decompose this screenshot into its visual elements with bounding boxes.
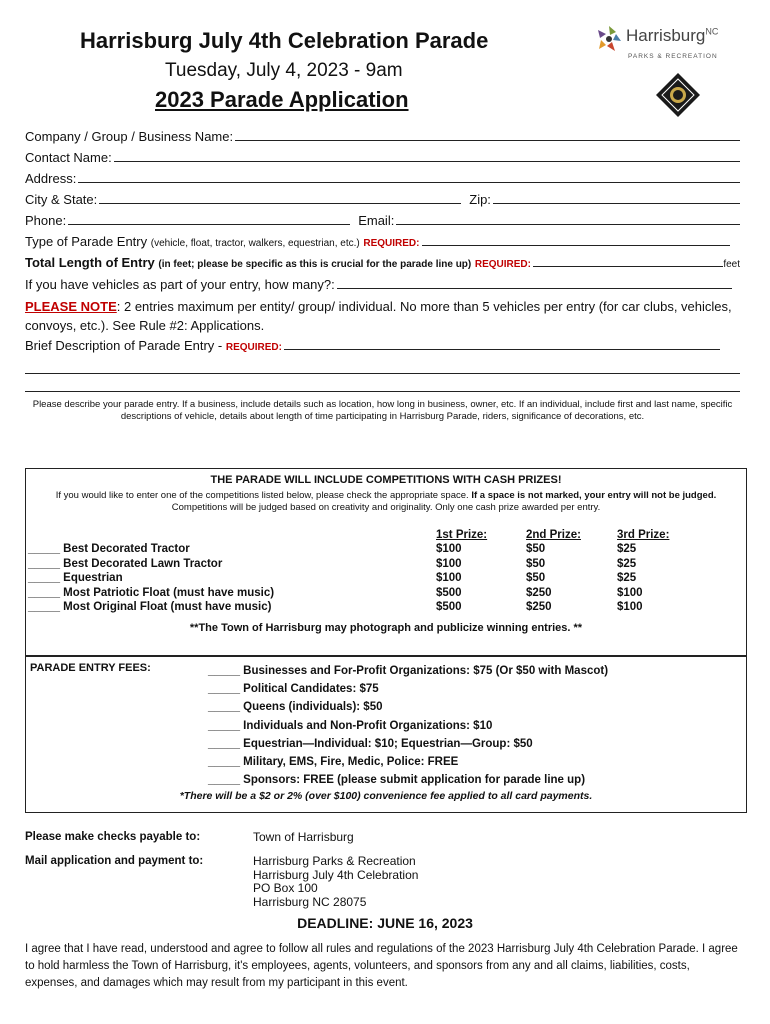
first-prize-header: 1st Prize: bbox=[436, 529, 488, 541]
required-tag: REQUIRED bbox=[225, 342, 279, 353]
phone-email-field[interactable] bbox=[25, 210, 740, 231]
fee-option[interactable]: _____ Individuals and Non-Profit Organizations: $10 bbox=[208, 719, 493, 732]
contact-input[interactable] bbox=[114, 148, 740, 162]
fee-option[interactable]: _____ Equestrian—Individual: $10; Equestrian—Group: $50 bbox=[208, 737, 533, 750]
entry-fees-list bbox=[208, 662, 608, 789]
mail-label: Mail application and payment to: bbox=[25, 855, 204, 867]
company-input[interactable] bbox=[235, 127, 740, 141]
fee-option[interactable]: _____ Military, EMS, Fire, Medic, Police: FREE bbox=[208, 756, 459, 769]
application-title: 2023 Parade Application bbox=[155, 87, 409, 112]
event-date: Tuesday, July 4, 2023 - 9am bbox=[165, 60, 403, 81]
logo-subtitle: PARKS & RECREATION bbox=[628, 53, 718, 60]
feet-unit: feet bbox=[723, 259, 740, 270]
competition-entry[interactable]: _____ Best Decorated Tractor bbox=[28, 543, 190, 555]
required-tag: REQUIRED bbox=[474, 259, 528, 270]
brief-description-input[interactable] bbox=[284, 336, 720, 350]
description-line[interactable] bbox=[25, 382, 740, 392]
fee-option[interactable]: _____ Political Candidates: $75 bbox=[208, 683, 379, 696]
payable-label: Please make checks payable to: bbox=[25, 831, 201, 843]
fee-option[interactable]: _____ Sponsors: FREE (please submit application for parade line up) bbox=[208, 774, 586, 787]
phone-input[interactable] bbox=[68, 211, 350, 225]
vehicles-label: If you have vehicles as part of your entry, how many?: bbox=[25, 277, 335, 292]
first-prize-values: $100 $100 $100 $500 $500 bbox=[436, 543, 462, 613]
payable-value: Town of Harrisburg bbox=[253, 830, 354, 844]
entry-type-hint: (vehicle, float, tractor, walkers, equestrian, etc.) bbox=[150, 238, 360, 249]
competition-entry[interactable]: _____ Best Decorated Lawn Tractor bbox=[28, 557, 223, 570]
harrisburg-leaf-logo-icon bbox=[596, 24, 622, 54]
city-input[interactable] bbox=[99, 190, 461, 204]
third-prize-header: 3rd Prize: bbox=[617, 529, 670, 541]
entry-fees-section bbox=[25, 656, 747, 813]
company-label: Company / Group / Business Name: bbox=[25, 129, 234, 144]
city-label: City & State: bbox=[25, 192, 98, 207]
entry-length-hint: (in feet; please be specific as this is crucial for the parade line up) bbox=[158, 259, 472, 270]
brief-description-field[interactable]: Brief Description of Parade Entry - REQUIRED : bbox=[25, 335, 740, 356]
second-prize-values: $50 $50 $50 $250 $250 bbox=[526, 543, 552, 613]
please-note-label: PLEASE NOTE bbox=[25, 299, 117, 314]
agreement-text: I agree that I have read, understood and agree to follow all rules and regulations of the 2023 Harrisburg July 4th Celebration Parade. I agree to hold harmless the Town of Harrisburg, it's employees, agents, volunteers, and sponsors from any and all claims, liabilities, costs, expenses, and damages which may result from my participant in this event. bbox=[25, 943, 738, 989]
harrisburg-logo bbox=[596, 22, 746, 64]
zip-label: Zip: bbox=[469, 192, 491, 207]
required-tag: REQUIRED bbox=[363, 238, 417, 249]
company-field[interactable] bbox=[25, 126, 740, 147]
entry-length-label: Total Length of Entry bbox=[25, 255, 155, 270]
convenience-fee-note: *There will be a $2 or 2% (over $100) convenience fee applied to all card payments. bbox=[179, 790, 593, 802]
competition-entry[interactable]: _____ Equestrian bbox=[28, 572, 123, 584]
address-input[interactable] bbox=[78, 169, 740, 183]
entry-length-input[interactable] bbox=[533, 253, 723, 267]
address-label: Address: bbox=[25, 171, 77, 186]
brief-description-label: Brief Description of Parade Entry - bbox=[25, 338, 223, 353]
phone-label: Phone: bbox=[25, 213, 67, 228]
competitions-intro: If you would like to enter one of the competitions listed below, please check the appropriate space. If a space is not marked, your entry will not be judged. Competitions will be judged based on creativity and originality. Only one cash prize awarded per entry. bbox=[55, 490, 717, 513]
email-input[interactable] bbox=[396, 211, 740, 225]
please-note-text: : 2 entries maximum per entity/ group/ individual. No more than 5 vehicles per entry (for car clubs, vehicles, convoys, etc.). See Rule #2: Applications. bbox=[25, 299, 732, 333]
competition-entry[interactable]: _____ Most Patriotic Float (must have music) bbox=[28, 586, 275, 599]
contact-label: Contact Name: bbox=[25, 150, 112, 165]
competitions-heading: THE PARADE WILL INCLUDE COMPETITIONS WITH CASH PRIZES! bbox=[210, 474, 562, 486]
vehicles-input[interactable] bbox=[337, 275, 732, 289]
second-prize-header: 2nd Prize: bbox=[526, 529, 581, 541]
competition-entry[interactable]: _____ Most Original Float (must have music) bbox=[28, 601, 272, 613]
entry-type-label: Type of Parade Entry bbox=[25, 234, 148, 249]
contact-field[interactable] bbox=[25, 147, 740, 168]
address-field[interactable] bbox=[25, 168, 740, 189]
page-title: Harrisburg July 4th Celebration Parade bbox=[80, 28, 489, 53]
description-line[interactable] bbox=[25, 364, 740, 374]
mail-address: Harrisburg Parks & Recreation Harrisburg July 4th Celebration PO Box 100 Harrisburg NC 28075 bbox=[253, 854, 419, 909]
diamond-anniversary-badge-icon bbox=[655, 72, 701, 118]
entry-type-field[interactable]: Type of Parade Entry (vehicle, float, tractor, walkers, equestrian, etc.) REQUIRED : bbox=[25, 231, 740, 252]
entry-fees-label: PARADE ENTRY FEES: bbox=[30, 662, 151, 674]
third-prize-values: $25 $25 $25 $100 $100 bbox=[617, 543, 643, 613]
photograph-note: **The Town of Harrisburg may photograph and publicize winning entries. ** bbox=[189, 622, 583, 634]
application-form bbox=[25, 126, 740, 423]
please-note bbox=[25, 297, 740, 335]
fee-option[interactable]: _____ Businesses and For-Profit Organizations: $75 (Or $50 with Mascot) bbox=[208, 665, 609, 677]
description-hint: Please describe your parade entry. If a business, include details such as location, how long in business, owner, etc. If an individual, include first and last name, specific descriptions of vehicle, details about length of time participating in Harrisburg Parade, riders, significance of decorations, etc. bbox=[32, 399, 733, 422]
logo-wordmark: Harrisburg$^{NC}$ bbox=[626, 26, 719, 45]
entry-type-input[interactable] bbox=[422, 232, 731, 246]
fee-option[interactable]: _____ Queens (individuals): $50 bbox=[208, 701, 383, 714]
email-label: Email: bbox=[358, 213, 395, 228]
vehicles-field[interactable] bbox=[25, 274, 740, 295]
competition-entries bbox=[28, 542, 274, 615]
deadline: DEADLINE: JUNE 16, 2023 bbox=[297, 915, 473, 931]
entry-length-field[interactable]: Total Length of Entry (in feet; please be specific as this is crucial for the parade line up) REQUIRED : feet bbox=[25, 252, 740, 273]
city-zip-field[interactable] bbox=[25, 189, 740, 210]
zip-input[interactable] bbox=[493, 190, 740, 204]
competitions-section bbox=[25, 468, 747, 656]
